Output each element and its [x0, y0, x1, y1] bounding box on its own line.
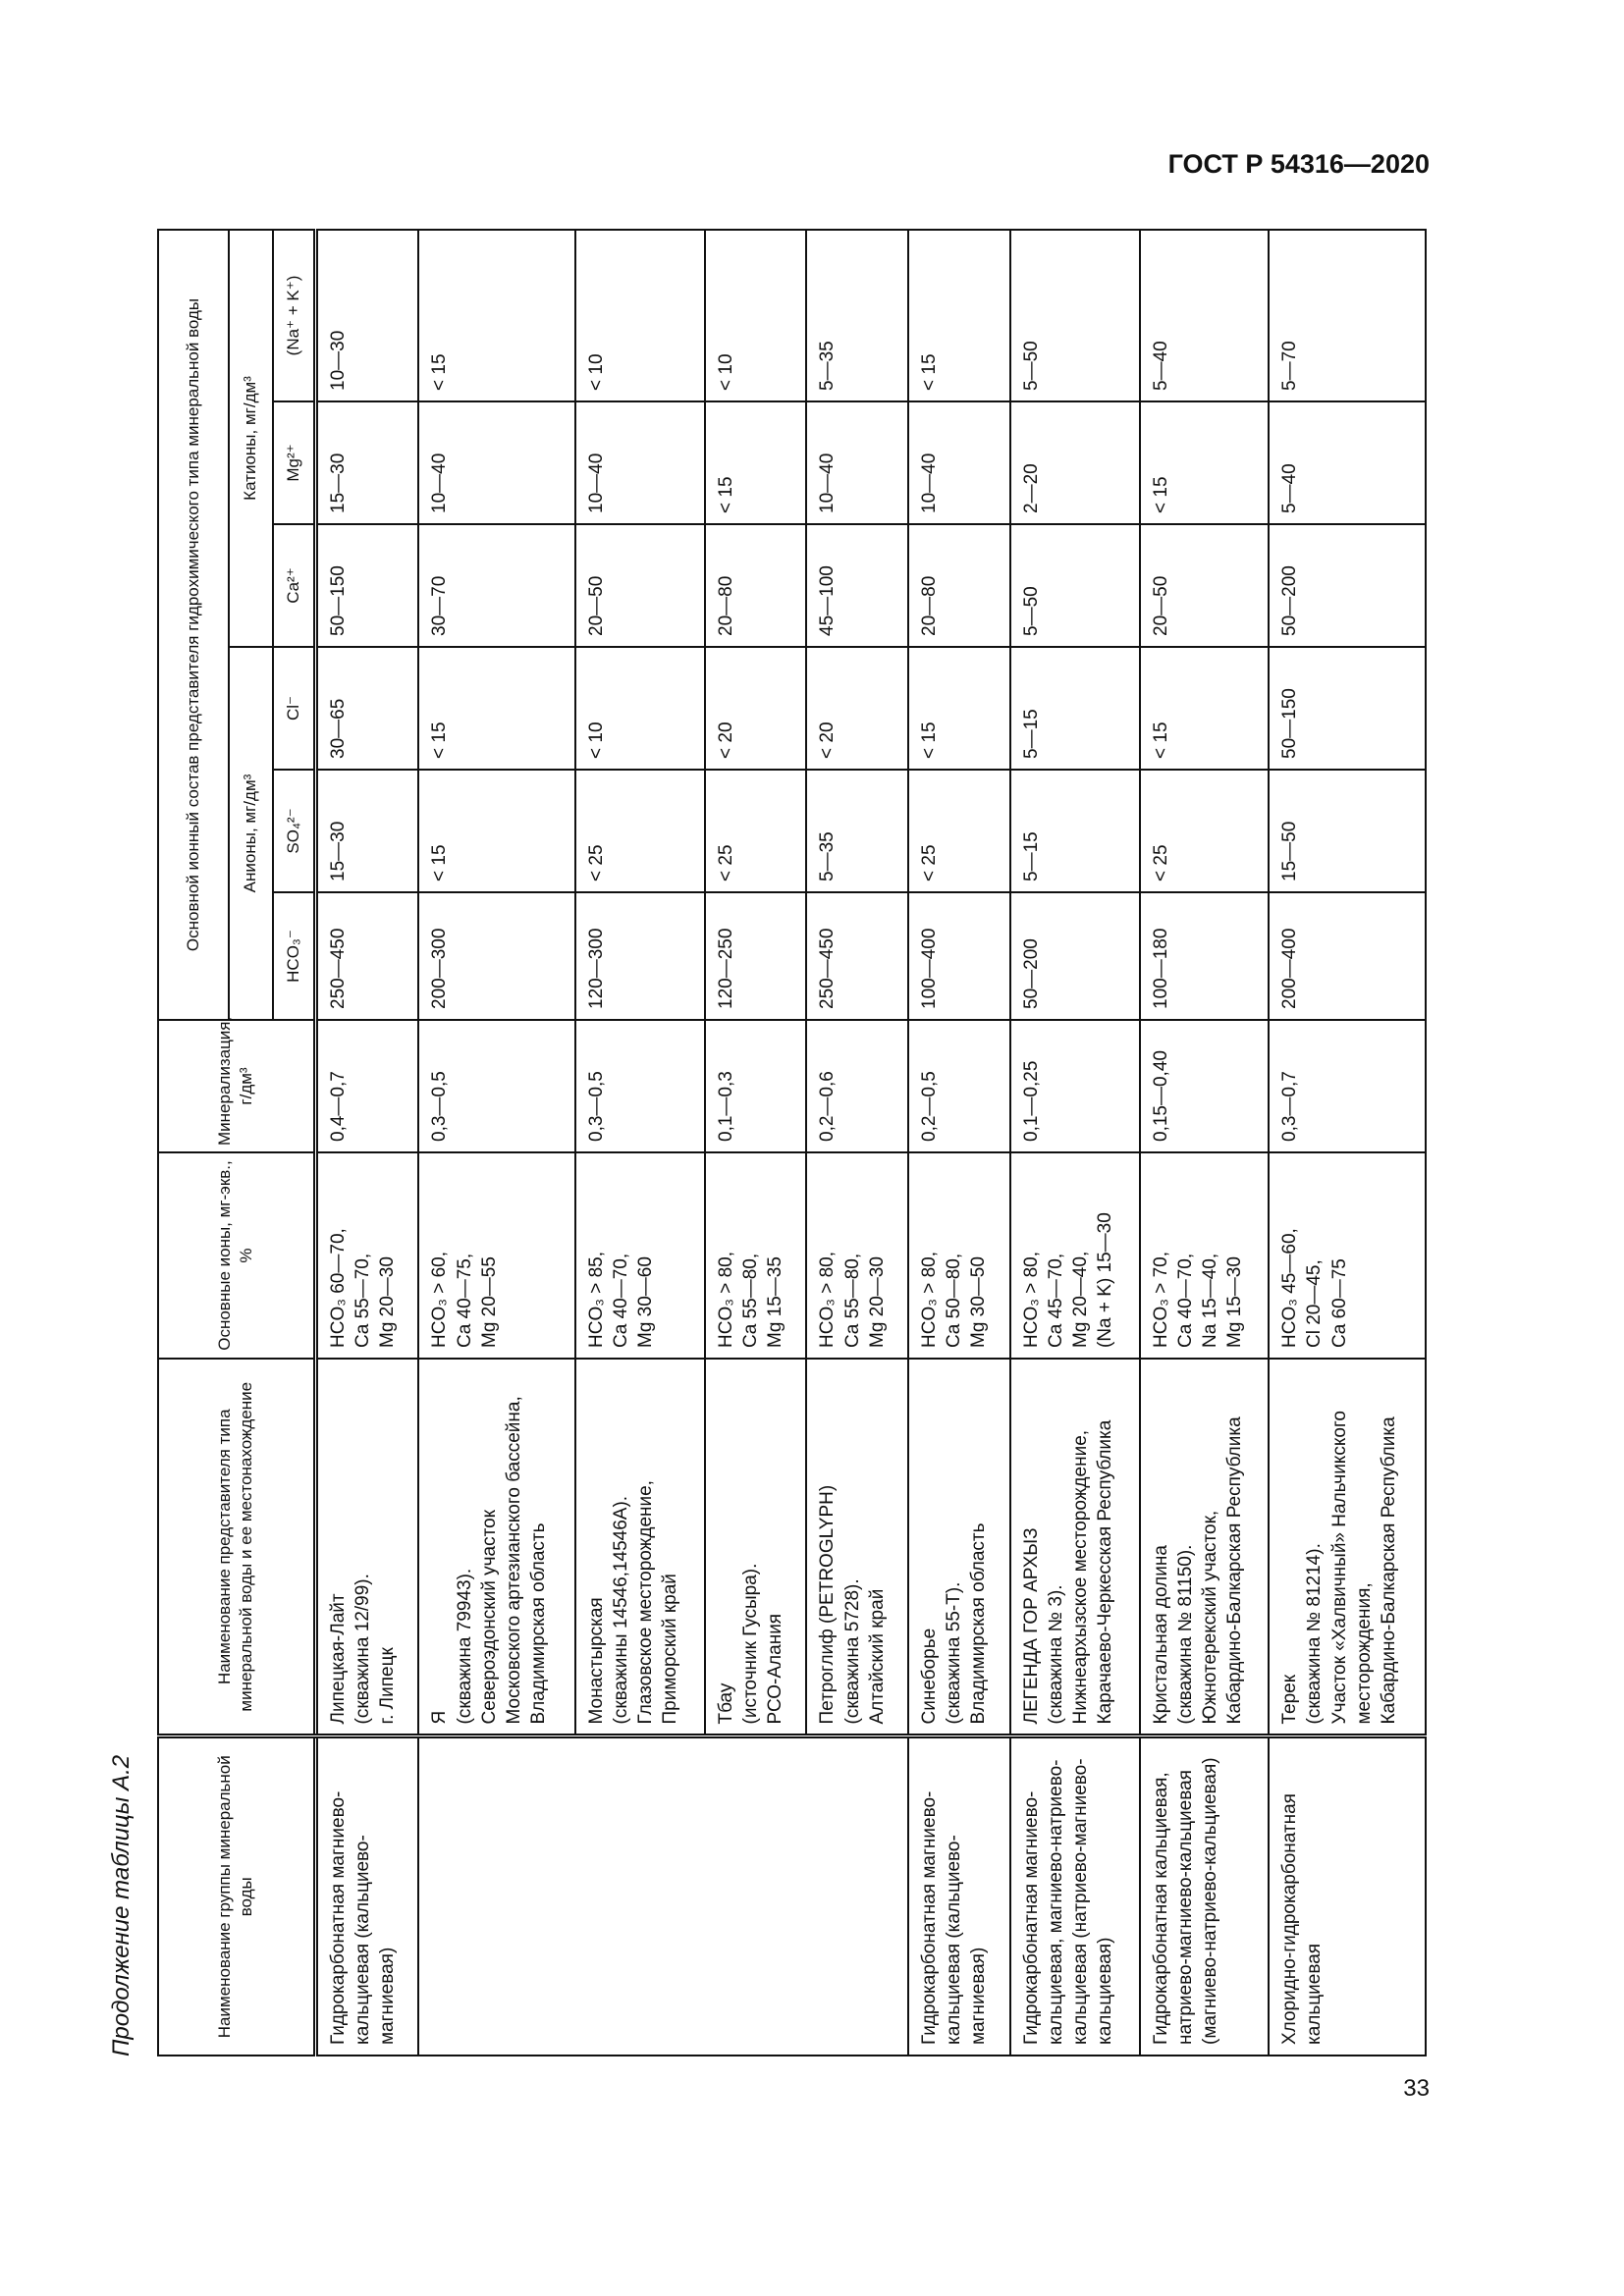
mineralization: 0,2—0,6	[806, 1020, 908, 1152]
mg-value: 10—40	[418, 401, 575, 524]
mg-value: 10—40	[575, 401, 705, 524]
main-ions: HCO₃ > 60, Ca 40—75, Mg 20—55	[418, 1152, 575, 1359]
ca-value: 20—50	[575, 524, 705, 647]
mg-value: 10—40	[908, 401, 1010, 524]
na-k-value: 5—50	[1010, 230, 1140, 401]
header-ionic-composition: Основной ионный состав представителя гидрохимического типа минеральной воды	[158, 230, 229, 1020]
representative: Синеборье (скважина 55-Т). Владимирская область	[908, 1359, 1010, 1736]
so4-value: < 25	[908, 770, 1010, 892]
so4-value: < 25	[575, 770, 705, 892]
hco3-value: 100—400	[908, 892, 1010, 1020]
representative: Монастырская (скважины 14546,14546А). Глазовское месторождение, Приморский край	[575, 1359, 705, 1736]
ca-value: 50—150	[315, 524, 418, 647]
cl-value: 5—15	[1010, 647, 1140, 770]
hco3-value: 50—200	[1010, 892, 1140, 1020]
na-k-value: < 10	[575, 230, 705, 401]
mineralization: 0,3—0,7	[1269, 1020, 1426, 1152]
so4-value: 15—30	[315, 770, 418, 892]
table-caption: Продолжение таблицы А.2	[108, 1754, 135, 2056]
representative: Липецкая-Лайт (скважина 12/99). г. Липецк	[315, 1359, 418, 1736]
header-mineralization: Минерализация, г/дм³	[158, 1020, 315, 1152]
main-ions: HCO₃ > 70, Ca 40—70, Na 15—40, Mg 15—30	[1140, 1152, 1270, 1359]
ca-value: 5—50	[1010, 524, 1140, 647]
so4-value: 5—15	[1010, 770, 1140, 892]
hco3-value: 250—450	[806, 892, 908, 1020]
group-name: Хлоридно-гидрокарбонатная кальциевая	[1269, 1736, 1426, 2056]
mg-value: 2—20	[1010, 401, 1140, 524]
group-name	[418, 1736, 908, 2056]
so4-value: < 25	[1140, 770, 1270, 892]
table-row	[315, 230, 418, 2056]
header-na-k: (Na⁺ + K⁺)	[273, 230, 315, 401]
cl-value: < 15	[418, 647, 575, 770]
group-name: Гидрокарбонатная кальциевая, натриево-магниево-кальциевая (магниево-натриево-кальциевая)	[1140, 1736, 1270, 2056]
cl-value: < 15	[908, 647, 1010, 770]
main-ions: HCO₃ > 85, Ca 40—70, Mg 30—60	[575, 1152, 705, 1359]
ca-value: 20—80	[705, 524, 807, 647]
header-cations: Катионы, мг/дм³	[229, 230, 273, 647]
mineralization: 0,3—0,5	[418, 1020, 575, 1152]
header-cl: Cl⁻	[273, 647, 315, 770]
ca-value: 45—100	[806, 524, 908, 647]
so4-value: 5—35	[806, 770, 908, 892]
representative: Терек (скважина № 81214). Участок «Халвичный» Нальчикского месторождения, Кабардино-Балкарская Республика	[1269, 1359, 1426, 1736]
hco3-value: 200—300	[418, 892, 575, 1020]
na-k-value: 5—70	[1269, 230, 1426, 401]
main-ions: HCO₃ 45—60, Cl 20—45, Ca 60—75	[1269, 1152, 1426, 1359]
representative: ЛЕГЕНДА ГОР АРХЫЗ (скважина № 3). Нижнеархызское месторождение, Карачаево-Черкесская Республика	[1010, 1359, 1140, 1736]
ca-value: 50—200	[1269, 524, 1426, 647]
mineralization: 0,4—0,7	[315, 1020, 418, 1152]
mineralization: 0,1—0,3	[705, 1020, 807, 1152]
na-k-value: < 15	[418, 230, 575, 401]
table-row	[1010, 230, 1140, 2056]
mineralization: 0,15—0,40	[1140, 1020, 1270, 1152]
header-so4: SO₄²⁻	[273, 770, 315, 892]
group-name: Гидрокарбонатная магниево-кальциевая, магниево-натриево-кальциевая (натриево-магниево-кальциевая)	[1010, 1736, 1140, 2056]
mineral-water-table	[157, 229, 1427, 2056]
rotated-table-wrapper	[157, 231, 1427, 2056]
representative: Я (скважина 79943). Североэдонский участок Московского артезианского бассейна, Владимирская область	[418, 1359, 575, 1736]
mg-value: < 15	[1140, 401, 1270, 524]
header-ca: Ca²⁺	[273, 524, 315, 647]
cl-value: 30—65	[315, 647, 418, 770]
main-ions: HCO₃ > 80, Ca 55—80, Mg 20—30	[806, 1152, 908, 1359]
table-row	[418, 230, 575, 2056]
cl-value: < 15	[1140, 647, 1270, 770]
header-main-ions: Основные ионы, мг-экв., %	[158, 1152, 315, 1359]
header-anions: Анионы, мг/дм³	[229, 647, 273, 1020]
na-k-value: 10—30	[315, 230, 418, 401]
main-ions: HCO₃ > 80, Ca 50—80, Mg 30—50	[908, 1152, 1010, 1359]
so4-value: 15—50	[1269, 770, 1426, 892]
mineralization: 0,1—0,25	[1010, 1020, 1140, 1152]
hco3-value: 120—250	[705, 892, 807, 1020]
header-group: Наименование группы минеральной воды	[158, 1736, 315, 2056]
mineralization: 0,2—0,5	[908, 1020, 1010, 1152]
table-row	[1140, 230, 1270, 2056]
cl-value: 50—150	[1269, 647, 1426, 770]
cl-value: < 10	[575, 647, 705, 770]
main-ions: HCO₃ > 80, Ca 45—70, Mg 20—40, (Na + K) 15—30	[1010, 1152, 1140, 1359]
mg-value: < 15	[705, 401, 807, 524]
na-k-value: < 10	[705, 230, 807, 401]
header-representative: Наименование представителя типа минеральной воды и ее местонахождение	[158, 1359, 315, 1736]
group-name: Гидрокарбонатная магниево-кальциевая (кальциево-магниевая)	[908, 1736, 1010, 2056]
mg-value: 15—30	[315, 401, 418, 524]
hco3-value: 250—450	[315, 892, 418, 1020]
table-row	[908, 230, 1010, 2056]
mineralization: 0,3—0,5	[575, 1020, 705, 1152]
hco3-value: 200—400	[1269, 892, 1426, 1020]
ca-value: 20—80	[908, 524, 1010, 647]
mg-value: 5—40	[1269, 401, 1426, 524]
ca-value: 30—70	[418, 524, 575, 647]
mg-value: 10—40	[806, 401, 908, 524]
so4-value: < 15	[418, 770, 575, 892]
page-number: 33	[1403, 2075, 1430, 2102]
na-k-value: 5—40	[1140, 230, 1270, 401]
header-mg: Mg²⁺	[273, 401, 315, 524]
representative: Кристальная долина (скважина № 81150). Южнотерекский участок, Кабардино-Балкарская Республика	[1140, 1359, 1270, 1736]
na-k-value: 5—35	[806, 230, 908, 401]
standard-number: ГОСТ Р 54316—2020	[1167, 149, 1430, 179]
representative: Петроглиф (PETROGLYPH) (скважина 5728). Алтайский край	[806, 1359, 908, 1736]
representative: Тбау (источник Гусыра). РСО-Алания	[705, 1359, 807, 1736]
table-row	[1269, 230, 1426, 2056]
hco3-value: 100—180	[1140, 892, 1270, 1020]
so4-value: < 25	[705, 770, 807, 892]
cl-value: < 20	[806, 647, 908, 770]
main-ions: HCO₃ > 80, Ca 55—80, Mg 15—35	[705, 1152, 807, 1359]
header-hco3: HCO₃⁻	[273, 892, 315, 1020]
cl-value: < 20	[705, 647, 807, 770]
ca-value: 20—50	[1140, 524, 1270, 647]
main-ions: HCO₃ 60—70, Ca 55—70, Mg 20—30	[315, 1152, 418, 1359]
hco3-value: 120—300	[575, 892, 705, 1020]
group-name: Гидрокарбонатная магниево-кальциевая (кальциево-магниевая)	[315, 1736, 418, 2056]
na-k-value: < 15	[908, 230, 1010, 401]
